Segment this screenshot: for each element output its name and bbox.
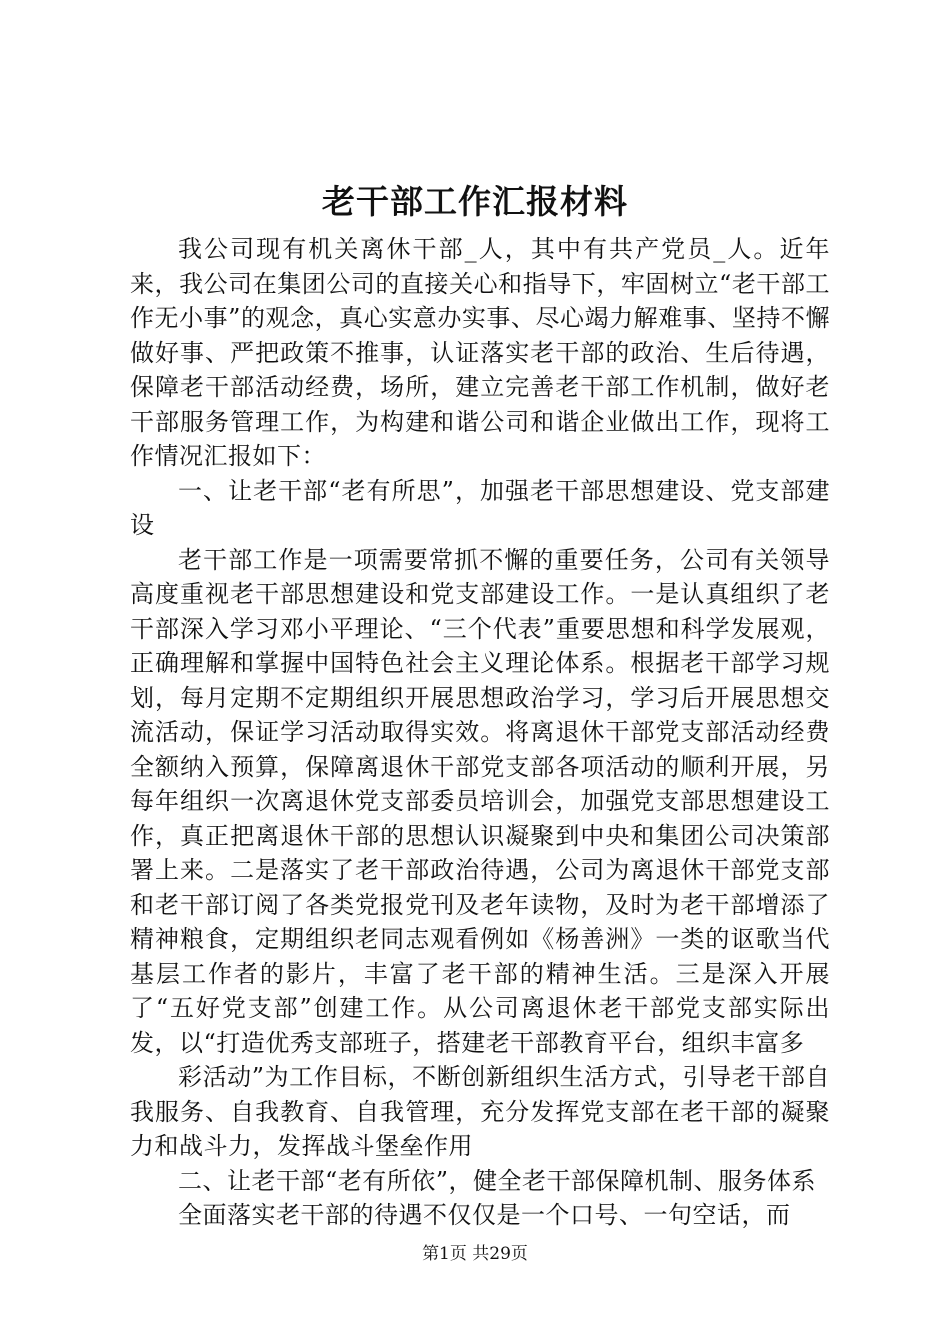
page-number-footer: 第1页 共29页 [422,1244,528,1264]
section-1-paragraph-continued: 彩活动”为工作目标，不断创新组织生活方式，引导老干部自我服务、自我教育、自我管理，充分发挥党支部在老干部的凝聚力和战斗力，发挥战斗堡垒作用 [130,1063,830,1160]
intro-paragraph: 我公司现有机关离休干部_人，其中有共产党员_人。近年来，我公司在集团公司的直接关心和指导下，牢固树立“老干部工作无小事”的观念，真心实意办实事、尽心竭力解难事、坚持不懈做好事、严把政策不推事，认证落实老干部的政治、生后待遇，保障老干部活动经费，场所，建立完善老干部工作机制，做好老干部服务管理工作，为构建和谐公司和谐企业做出工作，现将工作情况汇报如下： [130,235,830,470]
document-body [130,232,830,1233]
section-heading-2: 二、让老干部“老有所依”，健全老干部保障机制、服务体系 [178,1166,817,1195]
section-2-paragraph: 全面落实老干部的待遇不仅仅是一个口号、一句空话，而 [178,1201,791,1229]
section-heading-1: 一、让老干部“老有所思”，加强老干部思想建设、党支部建设 [130,476,830,539]
section-1-paragraph: 老干部工作是一项需要常抓不懈的重要任务，公司有关领导高度重视老干部思想建设和党支部建设工作。一是认真组织了老干部深入学习邓小平理论、“三个代表”重要思想和科学发展观，正确理解和掌握中国特色社会主义理论体系。根据老干部学习规划，每月定期不定期组织开展思想政治学习，学习后开展思想交流活动，保证学习活动取得实效。将离退休干部党支部活动经费全额纳入预算，保障离退休干部党支部各项活动的顺利开展，另每年组织一次离退休党支部委员培训会，加强党支部思想建设工作，真正把离退休干部的思想认识凝聚到中央和集团公司决策部署上来。二是落实了老干部政治待遇，公司为离退休干部党支部和老干部订阅了各类党报党刊及老年读物，及时为老干部增添了精神粮食，定期组织老同志观看例如《杨善洲》一类的讴歌当代基层工作者的影片，丰富了老干部的精神生活。三是深入开展了“五好党支部”创建工作。从公司离退休老干部党支部实际出发，以“打造优秀支部班子，搭建老干部教育平台，组织丰富多 [130,545,830,1057]
document-title: 老干部工作汇报材料 [322,182,628,221]
